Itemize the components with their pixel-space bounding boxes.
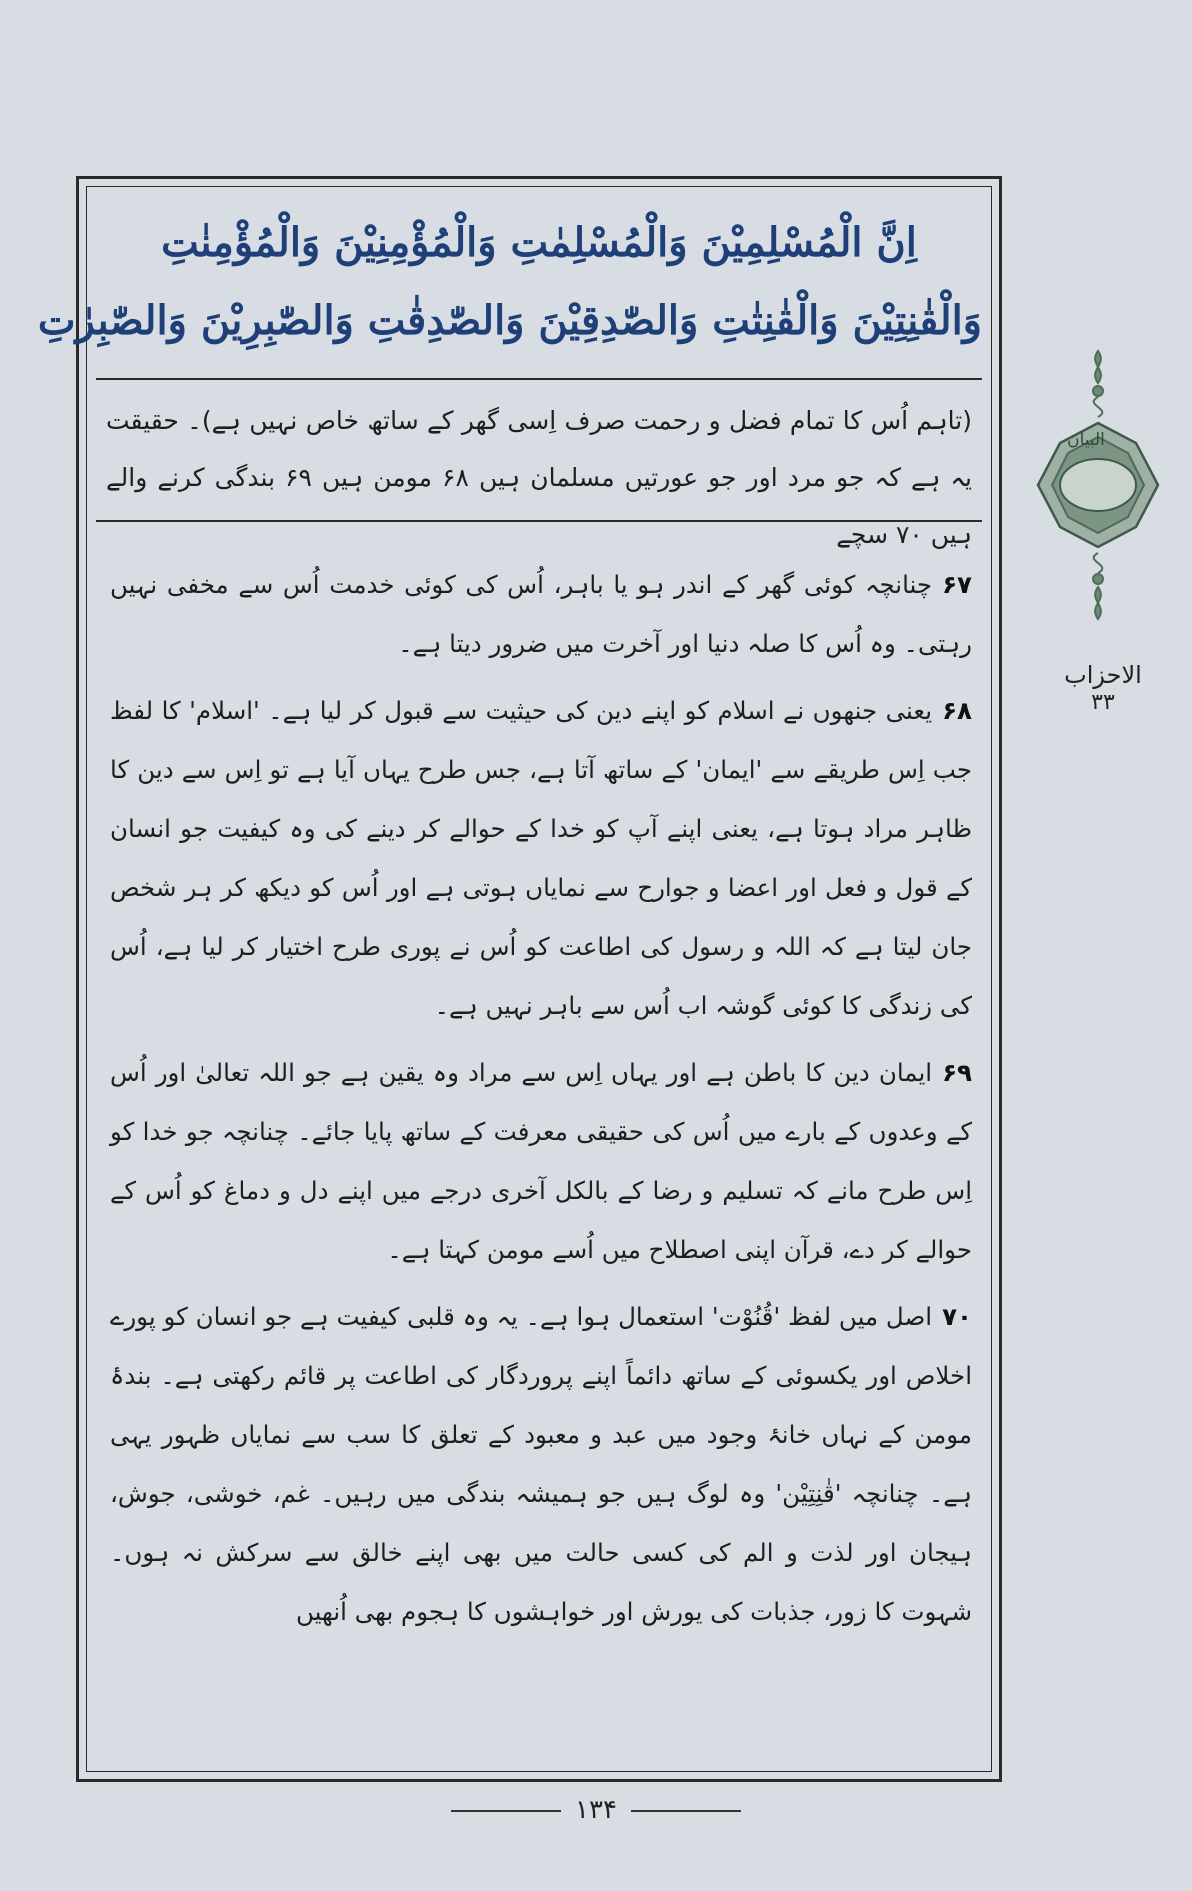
urdu-translation: (تاہم اُس کا تمام فضل و رحمت صرف اِسی گھر کے ساتھ خاص نہیں ہے)۔ حقیقت یہ ہے کہ جو مرد اور جو عورتیں مسلمان ہیں ۶۸ مومن ہیں ۶۹ بندگی کرنے والے ہیں ۷۰ سچے [106,406,973,549]
footnote-number: ۷۰ [942,1302,972,1331]
footnote-number: ۶۹ [942,1058,972,1087]
medallion-ornament-icon [1028,345,1168,625]
footnote-68 [110,681,972,1035]
surah-name: الاحزاب [1064,661,1142,689]
arabic-verse-block [37,196,982,380]
footnote-69 [110,1043,972,1279]
translation-divider [96,520,982,522]
footnote-67 [110,555,972,673]
footnote-text: ایمان دین کا باطن ہے اور یہاں اِس سے مراد وہ یقین ہے جو اللہ تعالیٰ اور اُس کے وعدوں کے بارے میں اُس کی حقیقی معرفت کے ساتھ پایا جائے۔ چنانچہ جو خدا کو اِس طرح مانے کہ تسلیم و رضا کے بالکل آخری درجے میں اپنے دل و دماغ کو اُس کے حوالے کر دے، قرآن اپنی اصطلاح میں اُسے مومن کہتا ہے۔ [110,1058,972,1264]
page-number-dash-right [631,1810,741,1812]
page-number-value: ۱۳۴ [575,1795,617,1825]
page-number [376,1795,816,1825]
arabic-verse-line-1: اِنَّ الْمُسْلِمِيْنَ وَالْمُسْلِمٰتِ وَالْمُؤْمِنِيْنَ وَالْمُؤْمِنٰتِ [161,219,917,266]
footnote-number: ۶۸ [942,696,972,725]
ornament-title: البیان [1067,430,1105,450]
footnote-text: یعنی جنھوں نے اسلام کو اپنے دین کی حیثیت سے قبول کر لیا ہے۔ 'اسلام' کا لفظ جب اِس طریقے سے 'ایمان' کے ساتھ آتا ہے، جس طرح یہاں آیا ہے تو اِس سے دین کا ظاہر مراد ہوتا ہے، یعنی اپنے آپ کو خدا کے حوالے کر دینے کی وہ کیفیت جو انسان کے قول و فعل اور اعضا و جوارح سے نمایاں ہوتی ہے اور اُس کو دیکھ کر ہر شخص جان لیتا ہے کہ اللہ و رسول کی اطاعت کو اُس نے پوری طرح اختیار کر لیا ہے، اُس کی زندگی کا کوئی گوشہ اب اُس سے باہر نہیں ہے۔ [110,696,972,1020]
footnotes [110,555,972,1649]
footnote-70 [110,1287,972,1641]
surah-label [1038,660,1168,716]
page-number-dash-left [451,1810,561,1812]
footnote-number: ۶۷ [942,570,972,599]
footnote-text: اصل میں لفظ 'قُنُوْت' استعمال ہوا ہے۔ یہ وہ قلبی کیفیت ہے جو انسان کو پورے اخلاص اور یکسوئی کے ساتھ دائماً اپنے پروردگار کی اطاعت پر قائم رکھتی ہے۔ بندۂ مومن کے نہاں خانۂ وجود میں عبد و معبود کے تعلق کا سب سے نمایاں ظہور یہی ہے۔ چنانچہ 'قٰنِتِيْن' وہ لوگ ہیں جو ہمیشہ بندگی میں رہیں۔ غم، خوشی، جوش، ہیجان اور لذت و الم کی کسی حالت میں بھی اپنے خالق سے سرکش نہ ہوں۔ شہوت کا زور، جذبات کی یورش اور خواہشوں کا ہجوم بھی اُنھیں [110,1302,972,1626]
footnote-text: چنانچہ کوئی گھر کے اندر ہو یا باہر، اُس کی کوئی خدمت اُس سے مخفی نہیں رہتی۔ وہ اُس کا صلہ دنیا اور آخرت میں ضرور دیتا ہے۔ [110,570,972,658]
arabic-verse-line-2: وَالْقٰنِتِيْنَ وَالْقٰنِتٰتِ وَالصّٰدِقِيْنَ وَالصّٰدِقٰتِ وَالصّٰبِرِيْنَ وَالصّٰبِرٰتِ [37,297,982,344]
surah-number: ۳۳ [1091,690,1115,715]
